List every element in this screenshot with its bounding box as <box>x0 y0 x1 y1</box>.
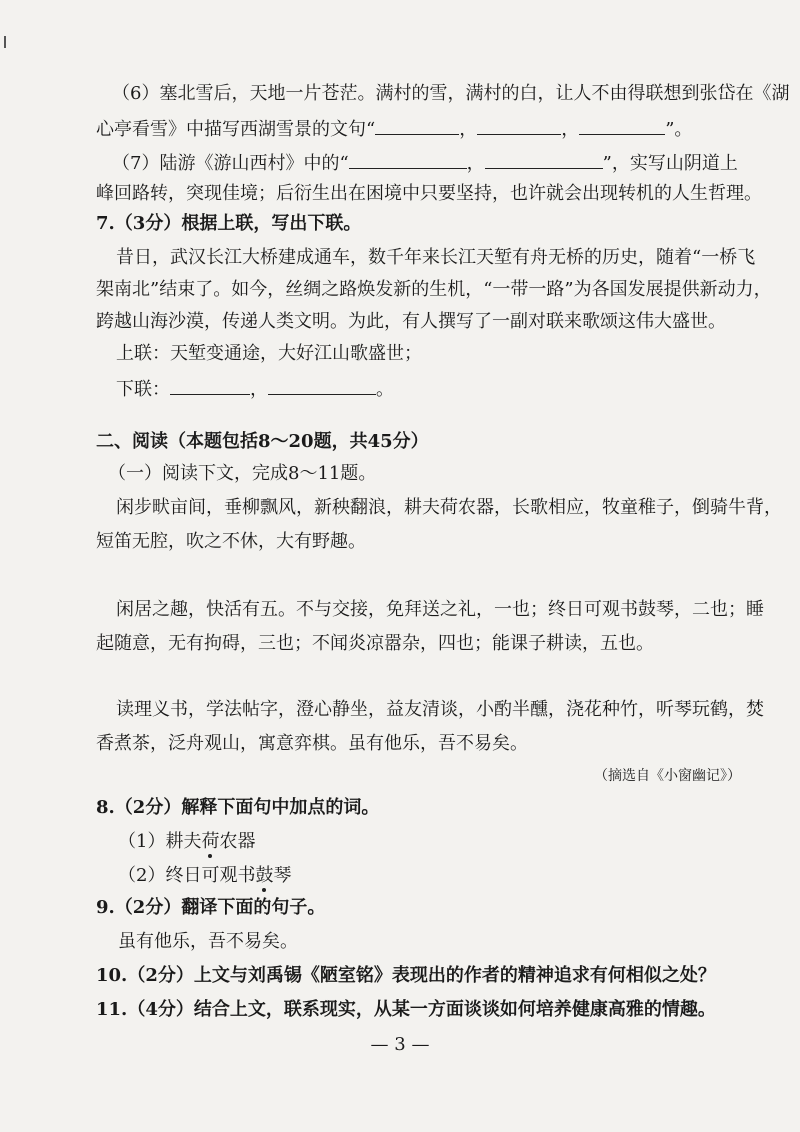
q7-title: 7.（3分）根据上联，写出下联。 <box>96 213 362 234</box>
passage-para-1: 闲步畎亩间，垂柳飘风，新秧翻浪，耕夫荷农器，长歌相应，牧童稚子，倒骑牛背， <box>116 497 782 518</box>
answer-blank[interactable] <box>375 116 459 135</box>
section-heading: 二、阅读（本题包括8～20题，共45分） <box>96 431 429 452</box>
q8-title: 8.（2分）解释下面句中加点的词。 <box>96 797 380 818</box>
q8-item-2: （2）终日可观书鼓琴 <box>118 865 292 886</box>
q6-line-2: 心亭看雪》中描写西湖雪景的文句“ ， ， ”。 <box>96 116 692 142</box>
q9-title: 9.（2分）翻译下面的句子。 <box>96 897 326 918</box>
q7-para-1: 昔日，武汉长江大桥建成通车，数千年来长江天堑有舟无桥的历史，随着“一桥飞 <box>116 247 756 268</box>
q7-lower-couplet: 下联： ， 。 <box>116 376 394 402</box>
section-sub: （一）阅读下文，完成8～11题。 <box>108 463 377 484</box>
scan-mark <box>4 36 6 48</box>
answer-blank[interactable] <box>477 116 561 135</box>
answer-blank[interactable] <box>268 376 376 395</box>
answer-blank[interactable] <box>579 116 665 135</box>
answer-blank[interactable] <box>349 150 467 169</box>
q6-7-line-2: 峰回路转，突现佳境；后衍生出在困境中只要坚持，也许就会出现转机的人生哲理。 <box>96 183 762 204</box>
dotted-word: 鼓 <box>255 865 274 886</box>
page-number: — 3 — <box>370 1034 430 1055</box>
q6-text: （6）塞北雪后，天地一片苍茫。满村的雪，满村的白，让人不由得联想到张岱在《湖 <box>112 83 790 104</box>
q9-sentence: 虽有他乐，吾不易矣。 <box>118 931 298 952</box>
passage-para-3b: 香煮茶，泛舟观山，寓意弈棋。虽有他乐，吾不易矣。 <box>96 733 528 754</box>
answer-blank[interactable] <box>170 376 250 395</box>
passage-para-2b: 起随意，无有拘碍，三也；不闻炎凉嚣杂，四也；能课子耕读，五也。 <box>96 633 654 654</box>
passage-para-2: 闲居之趣，快活有五。不与交接，免拜送之礼，一也；终日可观书鼓琴，二也；睡 <box>116 599 764 620</box>
q11-title: 11.（4分）结合上文，联系现实，从某一方面谈谈如何培养健康高雅的情趣。 <box>96 999 716 1020</box>
q6-7-line-1: （7）陆游《游山西村》中的“ ， ”，实写山阴道上 <box>112 150 738 176</box>
passage-para-1b: 短笛无腔，吹之不休，大有野趣。 <box>96 531 366 552</box>
q7-para-3: 跨越山海沙漠，传递人类文明。为此，有人撰写了一副对联来歌颂这伟大盛世。 <box>96 311 726 332</box>
q8-item-1: （1）耕夫荷农器 <box>118 831 256 852</box>
q10-title: 10.（2分）上文与刘禹锡《陋室铭》表现出的作者的精神追求有何相似之处？ <box>96 965 716 986</box>
passage-para-3: 读理义书，学法帖字，澄心静坐，益友清谈，小酌半醺，浇花种竹，听琴玩鹤，焚 <box>116 699 764 720</box>
q7-upper-couplet: 上联：天堑变通途，大好江山歌盛世； <box>116 343 422 364</box>
answer-blank[interactable] <box>485 150 603 169</box>
q7-para-2: 架南北”结束了。如今，丝绸之路焕发新的生机，“一带一路”为各国发展提供新动力， <box>96 279 772 300</box>
dotted-word: 荷 <box>201 831 220 852</box>
q6-text-2: 心亭看雪》中描写西湖雪景的文句“ <box>96 119 376 140</box>
passage-source: （摘选自《小窗幽记》） <box>594 768 741 784</box>
q6-line-1 <box>112 82 789 106</box>
